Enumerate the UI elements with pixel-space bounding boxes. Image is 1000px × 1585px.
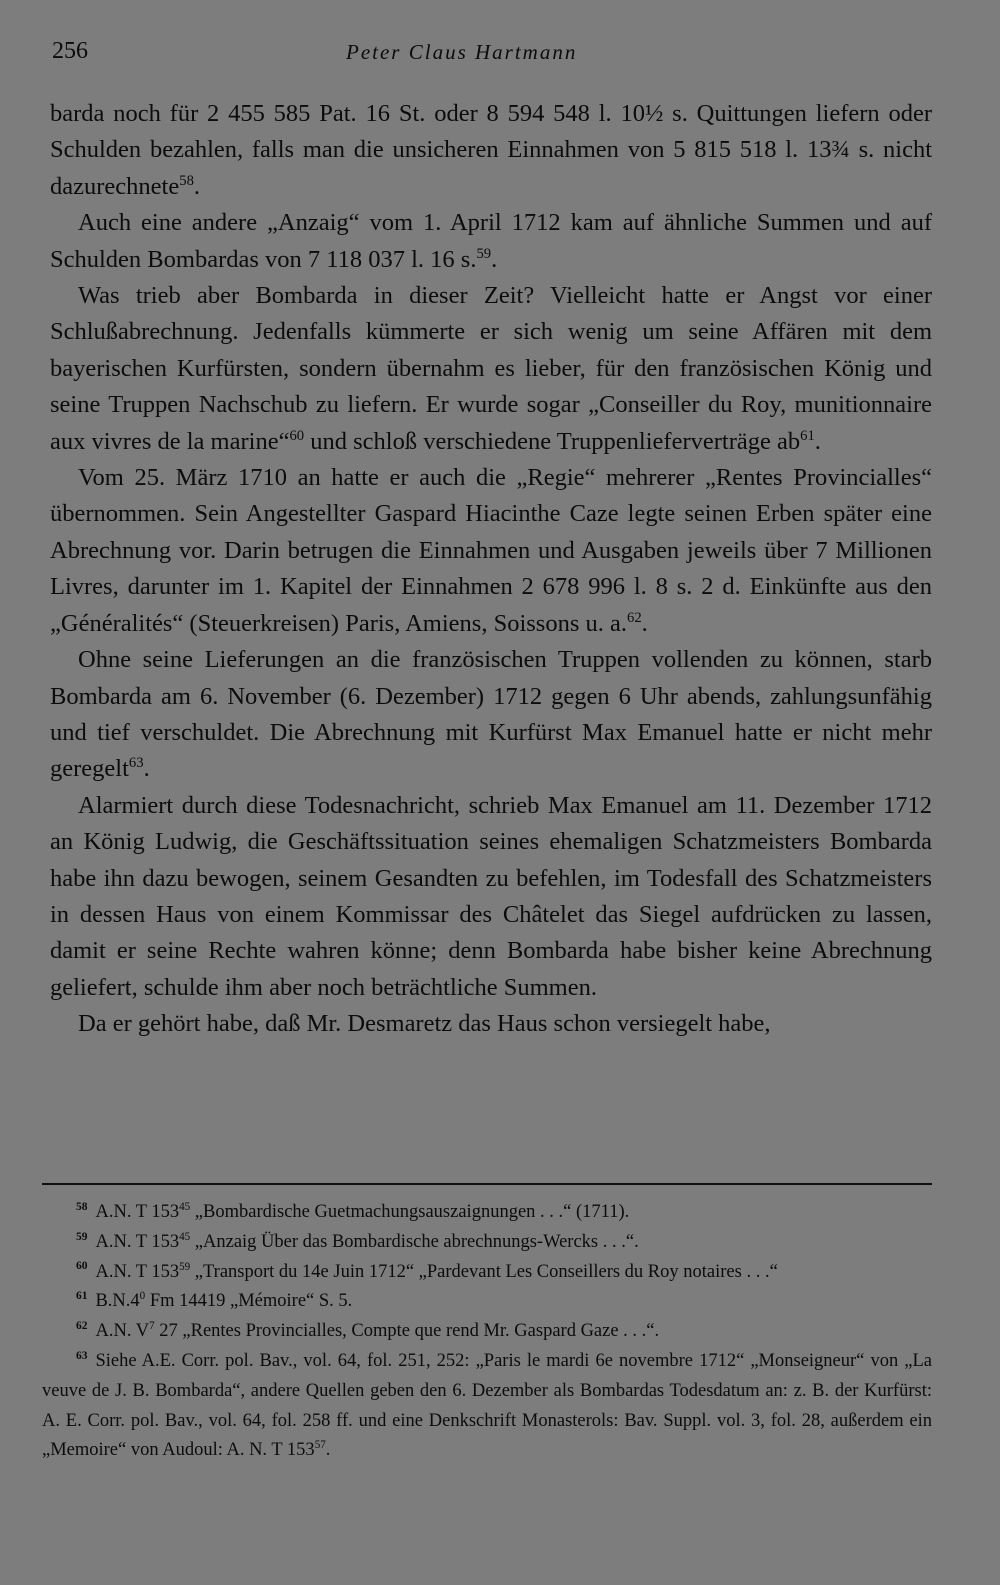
footnote	[42, 1258, 932, 1288]
text-run: .	[143, 755, 150, 783]
running-title: Peter Claus Hartmann	[346, 40, 578, 64]
text-run: Fm 14419 „Mémoire“ S. 5.	[145, 1291, 353, 1312]
footnote-number: 63	[76, 1349, 88, 1362]
paragraph	[50, 278, 932, 460]
text-run: Was trieb aber Bombarda in dieser Zeit? Vielleicht hatte er Angst vor einer Schlußabrechnung. Jedenfalls kümmerte er sich wenig um seine Affären mit dem bayerischen Kurfürsten, sondern übernahm es lieber, für den französischen König und seine Truppen Nachschub zu liefern. Er wurde sogar „Conseiller du Roy, munitionnaire aux vivres de la marine“	[50, 282, 932, 455]
note-reference: 61	[800, 427, 815, 444]
note-reference: 45	[179, 1200, 191, 1213]
text-run: Da er gehört habe, daß Mr. Desmaretz das Haus schon versiegelt habe,	[78, 1010, 771, 1038]
footnote	[42, 1347, 932, 1466]
footnote-number: 59	[76, 1230, 88, 1243]
note-reference: 62	[626, 609, 642, 626]
note-reference: 45	[179, 1230, 191, 1243]
text-run: Auch eine andere „Anzaig“ vom 1. April 1712 kam auf ähnliche Summen und auf Schulden Bombardas von 7 118 037 l. 16 s.	[50, 209, 932, 273]
text-run: A.N. V	[95, 1321, 150, 1342]
text-run: Siehe A.E. Corr. pol. Bav., vol. 64, fol. 251, 252: „Paris le mardi 6e novembre 1712“ „Monseigneur“ von „La veuve de J. B. Bombarda“, andere Quellen geben den 6. Dezember als Bombardas Todesdatum an: z. B. der Kurfürst: A. E. Corr. pol. Bav., vol. 64, fol. 258 ff. und eine Denkschrift Monasterols: Bav. Suppl. vol. 3, fol. 28, außerdem ein „Memoire“ von Audoul: A. N. T 153	[42, 1350, 932, 1461]
text-run: .	[814, 427, 821, 455]
note-reference: 57	[314, 1439, 326, 1452]
footnote-number: 60	[76, 1260, 88, 1273]
note-reference: 59	[179, 1260, 191, 1273]
text-run: Alarmiert durch diese Todesnachricht, schrieb Max Emanuel am 11. Dezember 1712 an König Ludwig, die Geschäftssituation seines ehemaligen Schatzmeisters Bombarda habe ihn dazu bewogen, seinem Gesandten zu befehlen, im Todesfall des Schatzmeisters in dessen Haus von einem Kommissar des Châtelet das Siegel aufdrücken zu lassen, damit er seine Rechte wahren könne; denn Bombarda habe bisher keine Abrechnung geliefert, schulde ihm aber noch beträchtliche Summen.	[50, 791, 932, 1001]
text-run: barda noch für 2 455 585 Pat. 16 St. oder 8 594 548 l. 10½ s. Quittungen liefern oder Schulden bezahlen, falls man die unsicheren Einnahmen von 5 815 518 l. 13¾ s. nicht dazurechnete	[50, 100, 932, 200]
text-run: Vom 25. März 1710 an hatte er auch die „Regie“ mehrerer „Rentes Provincialles“ übernommen. Sein Angestellter Gaspard Hiacinthe Caze legte seinen Erben später eine Abrechnung vor. Darin betrugen die Einnahmen und Ausgaben jeweils über 7 Millionen Livres, darunter im 1. Kapitel der Einnahmen 2 678 996 l. 8 s. 2 d. Einkünfte aus den „Généralités“ (Steuerkreisen) Paris, Amiens, Soissons u. a.	[50, 464, 932, 637]
note-reference: 58	[179, 172, 194, 189]
footnote-number: 62	[76, 1320, 88, 1333]
text-run: Ohne seine Lieferungen an die französischen Truppen vollenden zu können, starb Bombarda am 6. November (6. Dezember) 1712 gegen 6 Uhr abends, zahlungsunfähig und tief verschuldet. Die Abrechnung mit Kurfürst Max Emanuel hatte er nicht mehr geregelt	[50, 646, 932, 783]
text-run: A.N. T 153	[95, 1231, 180, 1252]
text-run: .	[641, 609, 648, 637]
text-run: .	[325, 1440, 331, 1461]
text-run: „Anzaig Über das Bombardische abrechnungs-Wercks . . .“.	[190, 1231, 639, 1252]
note-reference: 7	[149, 1320, 155, 1333]
note-reference: 59	[476, 245, 492, 262]
paragraph	[50, 460, 932, 642]
footnotes	[42, 1198, 932, 1466]
footnote	[42, 1287, 932, 1317]
text-run: „Transport du 14e Juin 1712“ „Pardevant Les Conseillers du Roy notaires . . .“	[190, 1261, 778, 1282]
note-reference: 63	[128, 755, 144, 772]
footnote-number: 58	[76, 1200, 88, 1213]
footnote-number: 61	[76, 1290, 88, 1303]
body-text	[50, 96, 932, 1043]
text-run: .	[491, 245, 498, 273]
text-run: B.N.4	[95, 1291, 140, 1312]
page-header	[52, 38, 932, 74]
text-run: .	[193, 172, 201, 200]
footnote	[42, 1198, 932, 1228]
paragraph	[50, 205, 932, 278]
paragraph	[50, 96, 932, 205]
footnote-rule	[42, 1183, 932, 1185]
note-reference: 60	[289, 427, 305, 444]
paragraph	[50, 788, 932, 1006]
text-run: 27 „Rentes Provincialles, Compte que rend Mr. Gaspard Gaze . . .“.	[154, 1321, 660, 1342]
paragraph	[50, 1006, 932, 1042]
paragraph	[50, 642, 932, 788]
text-run: A.N. T 153	[95, 1202, 180, 1222]
text-run: „Bombardische Guetmachungsauszaignungen . . .“ (1711).	[190, 1202, 630, 1222]
text-run: A.N. T 153	[95, 1261, 180, 1282]
footnote	[42, 1317, 932, 1347]
page-number: 256	[52, 38, 88, 64]
footnote	[42, 1228, 932, 1258]
note-reference: 0	[139, 1290, 146, 1303]
text-run: und schloß verschiedene Truppenlieferverträge ab	[304, 427, 801, 455]
